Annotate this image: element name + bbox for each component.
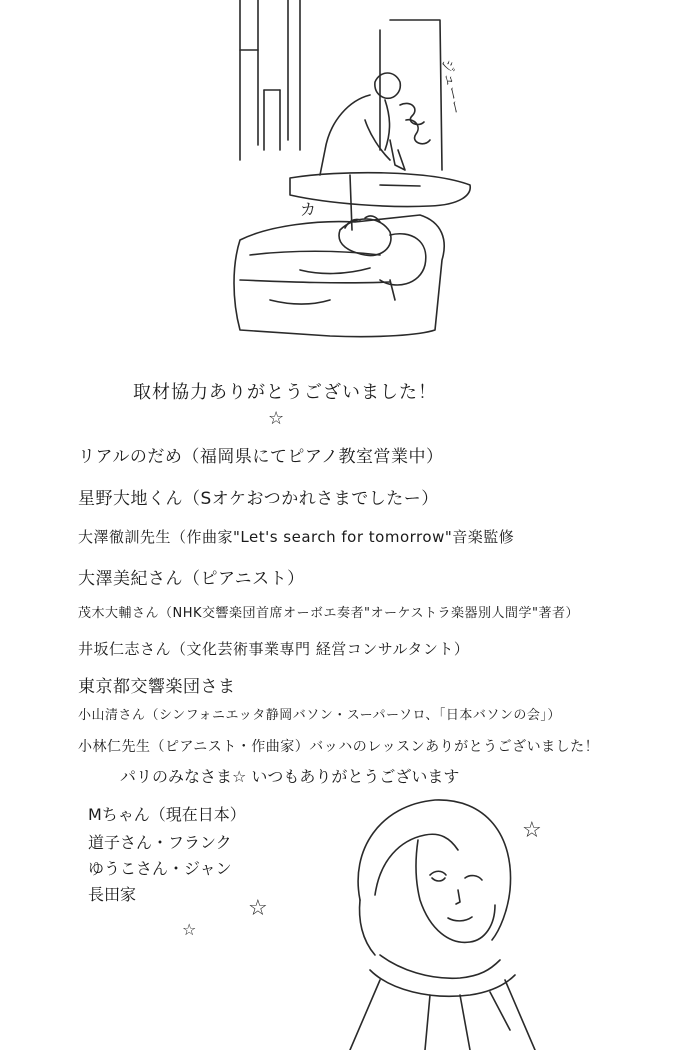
credit-line: 東京都交響楽団さま: [78, 677, 236, 697]
credit-line: 井坂仁志さん（文化芸術事業専門 経営コンサルタント）: [78, 640, 470, 658]
top-sketch-illustration: [180, 0, 500, 360]
paris-name: Mちゃん（現在日本）: [88, 805, 246, 824]
credit-line: 茂木大輔さん（NHK交響楽団首席オーボエ奏者"オーケストラ楽器別人間学"著者）: [78, 606, 579, 621]
credit-line: 星野大地くん（Sオケおつかれさまでしたー）: [78, 489, 439, 509]
portrait-sketch-illustration: [320, 780, 540, 1050]
paris-name: 長田家: [88, 885, 137, 904]
credit-line: 小林仁先生（ピアニスト・作曲家）バッハのレッスンありがとうございました！: [78, 739, 600, 755]
thanks-heading: 取材協力ありがとうございました！: [133, 382, 437, 403]
paris-name: ゆうこさん・ジャン: [88, 859, 232, 878]
star-icon: ☆: [522, 818, 542, 843]
sfx-clink-text: カ: [300, 200, 317, 219]
star-icon: ☆: [182, 920, 197, 939]
credit-line: 大澤徹訓先生（作曲家"Let's search for tomorrow"音楽監修: [78, 528, 515, 546]
credit-line: 大澤美紀さん（ピアニスト）: [78, 569, 305, 589]
credit-line: 小山清さん（シンフォニエッタ静岡バソン・スーパーソロ、「日本バソンの会」）: [78, 708, 561, 723]
star-icon: ☆: [248, 896, 268, 921]
paris-name: 道子さん・フランク: [88, 833, 232, 852]
paris-thanks-line: パリのみなさま☆ いつもありがとうございます: [120, 767, 460, 786]
credit-line: リアルのだめ（福岡県にてピアノ教室営業中）: [78, 447, 444, 467]
sfx-steam-text: ジューー: [438, 57, 464, 116]
star-icon: ☆: [268, 408, 285, 429]
